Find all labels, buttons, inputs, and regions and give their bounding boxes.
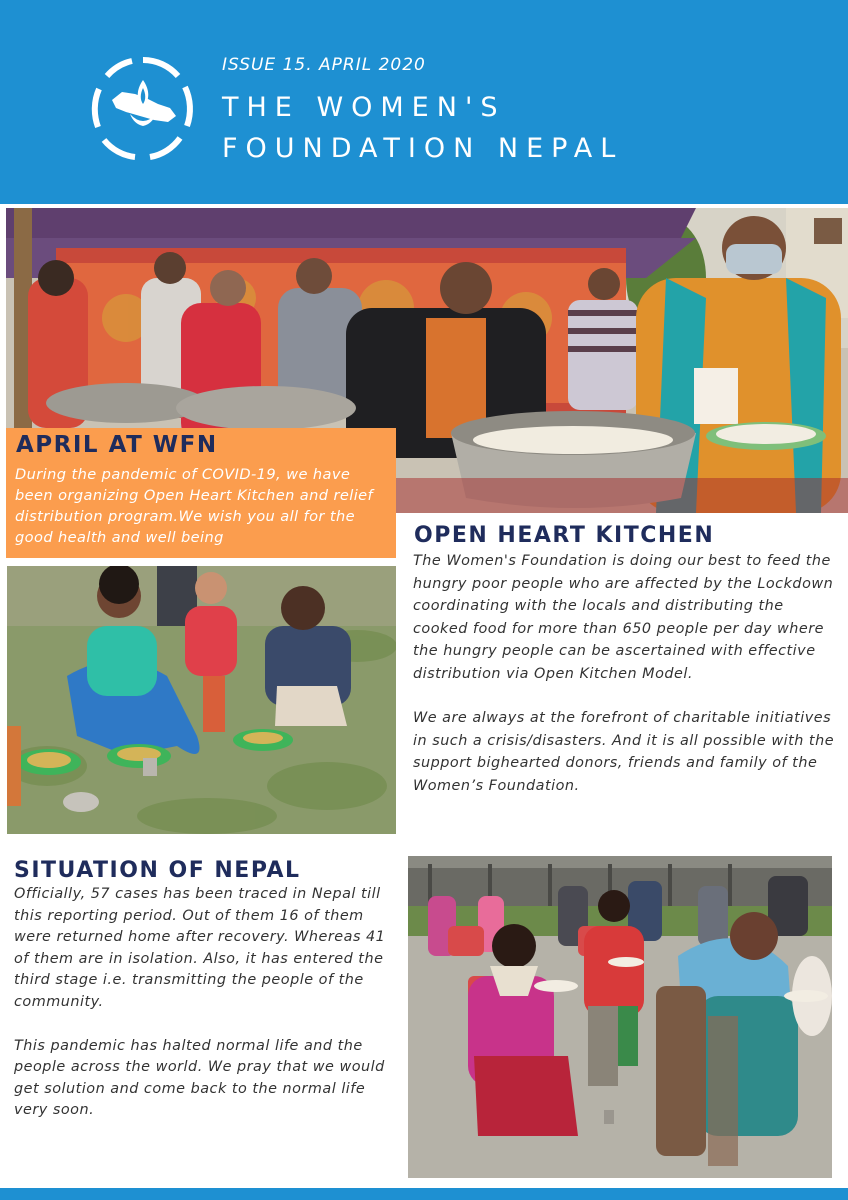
- footer-bar: [0, 1188, 848, 1200]
- header-banner: [0, 0, 848, 204]
- title-line-2: FOUNDATION NEPAL: [222, 133, 624, 164]
- nepal-paragraph-1: Officially, 57 cases has been traced in Nepal till this reporting period. Out of them 16 of them were returned home after recovery. Whereas 41 of them are in isolation. Also, it has entered the third stage i.e. transmitting the people of the community.: [14, 886, 386, 1010]
- april-heading: APRIL AT WFN: [16, 432, 218, 458]
- wfn-logo-icon: [90, 54, 196, 164]
- paragraph-gap: [413, 685, 841, 707]
- kitchen-paragraph-2: We are always at the forefront of charitable initiatives in such a crisis/disasters. And it is all possible with the support bighearted donors, friends and family of the Women’s Foundation.: [413, 710, 835, 794]
- situation-of-nepal-heading: SITUATION OF NEPAL: [14, 858, 301, 883]
- open-heart-kitchen-heading: OPEN HEART KITCHEN: [414, 523, 715, 548]
- nepal-paragraph-2: This pandemic has halted normal life and the people across the world. We pray that we would get solution and come back to the normal life very soon.: [14, 1037, 385, 1119]
- situation-of-nepal-text: [14, 884, 394, 1122]
- people-eating-on-chairs-photo: [408, 856, 832, 1178]
- paragraph-gap: [14, 1014, 394, 1036]
- children-eating-photo: [7, 566, 396, 834]
- kitchen-paragraph-1: The Women's Foundation is doing our best to feed the hungry poor people who are affected by the Lockdown coordinating with the locals and distributing the cooked food for more than 650 people per day where the hungry people can be ascertained with effective distribution via Open Kitchen Model.: [413, 553, 834, 682]
- issue-label: ISSUE 15. APRIL 2020: [222, 55, 426, 75]
- april-at-wfn-box: [6, 428, 396, 558]
- april-text: During the pandemic of COVID-19, we have been organizing Open Heart Kitchen and relief distribution program.We wish you all for the good health and well being: [15, 466, 374, 546]
- title-line-1: THE WOMEN'S: [222, 92, 506, 123]
- open-heart-kitchen-text: [413, 550, 841, 797]
